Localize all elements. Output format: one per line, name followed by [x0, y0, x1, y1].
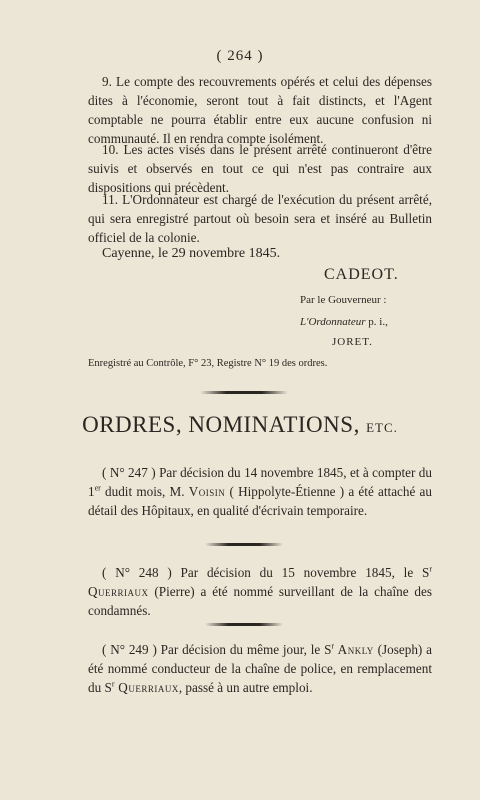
- paragraph-11: 11. L'Ordonnateur est chargé de l'exécution du présent arrêté, qui sera enregistré partout où besoin sera et inséré au Bulletin officiel de la colonie.: [88, 192, 432, 245]
- heading-etc: ETC.: [366, 420, 398, 435]
- entry-249-text-c: , passé à un autre emploi.: [178, 680, 313, 695]
- entry-249-sup-1: r: [331, 641, 335, 651]
- heading-main: ORDRES, NOMINATIONS,: [82, 412, 367, 437]
- ornamental-rule: [200, 391, 288, 394]
- entry-249-sup-2: r: [111, 679, 115, 689]
- ornamental-rule: [205, 623, 283, 626]
- entry-248: [88, 563, 432, 620]
- entry-249-name-2: Querriaux: [114, 680, 179, 695]
- signatory: CADEOT.: [324, 266, 399, 283]
- by-governor: Par le Gouverneur :: [300, 294, 387, 306]
- countersignature: JORET.: [332, 336, 373, 348]
- entry-248-sup: r: [429, 564, 432, 574]
- entry-247-text-b: dudit mois, M.: [100, 484, 189, 499]
- entry-248-text-a: ( N° 248 ) Par décision du 15 novembre 1845, le S: [102, 565, 430, 580]
- paragraph-9: 9. Le compte des recouvrements opérés et celui des dépenses dites à l'économie, seront tout à fait distincts, et l'Agent comptable ne pourra établir entre eux aucune confusion ni communauté. Il en rendra compte isolément.: [88, 74, 432, 146]
- paragraph-10: 10. Les actes visés dans le présent arrêté continueront d'être suivis et observés en tout ce qui n'est pas contraire aux dispositions qui précèdent.: [88, 142, 432, 195]
- registration-line: Enregistré au Contrôle, F° 23, Registre N° 19 des ordres.: [88, 358, 328, 369]
- entry-249: [88, 640, 432, 697]
- entry-248-text-b: (Pierre) a été nommé surveillant de la chaîne des condamnés.: [88, 584, 432, 618]
- entry-247-text-a: ( N° 247 ) Par décision du 14 novembre 1845, et à compter du 1: [88, 465, 432, 499]
- entry-247-name: Voisin: [188, 484, 226, 499]
- ordonnateur-line: [300, 316, 388, 328]
- entry-247: [88, 463, 432, 520]
- entry-248-name: Querriaux: [88, 584, 149, 599]
- entry-249-text-a: ( N° 249 ) Par décision du même jour, le S: [102, 642, 332, 657]
- ordonnateur-suffix: p. i.,: [365, 316, 388, 328]
- ordonnateur-title: L'Ordonnateur: [300, 316, 366, 328]
- entry-249-name-1: Ankly: [334, 642, 374, 657]
- date-line: Cayenne, le 29 novembre 1845.: [102, 246, 281, 261]
- entry-247-text-c: ( Hippolyte-Étienne ) a été attaché au détail des Hôpitaux, en qualité d'écrivain temporaire.: [88, 484, 433, 518]
- entry-249-text-b: (Joseph) a été nommé conducteur de la chaîne de police, en remplacement du S: [88, 642, 432, 695]
- section-heading: [0, 412, 480, 438]
- page-number: ( 264 ): [216, 48, 264, 64]
- ornamental-rule: [205, 543, 283, 546]
- entry-247-sup: er: [94, 483, 101, 493]
